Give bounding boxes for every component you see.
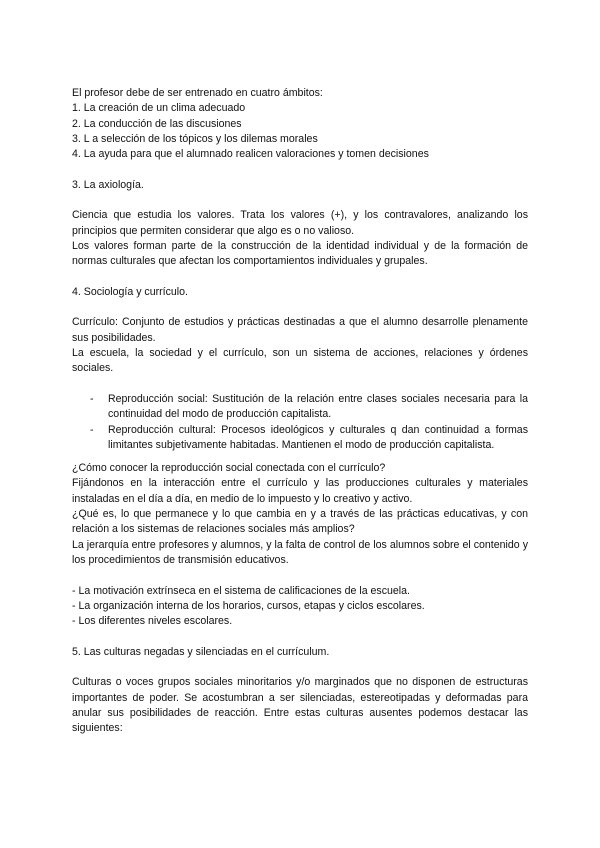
answer-1: Fijándonos en la interacción entre el currículo y las producciones culturales y materiales instaladas en el día a día, en medio de lo impuesto y lo creativo y activo. [72, 477, 528, 505]
axiology-definition: Ciencia que estudia los valores. Trata los valores (+), y los contravalores, analizando los principios que permiten considerar que algo es o no valioso. [72, 209, 528, 237]
list-item [72, 392, 528, 423]
intro-item-2: 2. La conducción de las discusiones [72, 117, 242, 130]
school-system-paragraph: La escuela, la sociedad y el currículo, son un sistema de acciones, relaciones y órdenes sociales. [72, 347, 528, 375]
dash-marker: - [90, 423, 94, 436]
answer-2: La jerarquía entre profesores y alumnos, y la falta de control de los alumnos sobre el contenido y los procedimientos de transmisión educativos. [72, 538, 528, 566]
question-1: ¿Cómo conocer la reproducción social conectada con el currículo? [72, 462, 386, 475]
section-4-title: 4. Sociología y currículo. [72, 285, 188, 298]
curriculum-definition: Currículo: Conjunto de estudios y prácticas destinadas a que el alumno desarrolle plenamente sus posibilidades. [72, 316, 528, 344]
section-3-title: 3. La axiología. [72, 178, 144, 191]
question-2: ¿Qué es, lo que permanece y lo que cambia en y a través de las prácticas educativas, y con relación a los sistemas de relaciones sociales más amplios? [72, 508, 528, 536]
bullet-levels: - Los diferentes niveles escolares. [72, 615, 233, 628]
section-5-title: 5. Las culturas negadas y silenciadas en el currículum. [72, 645, 330, 658]
cultural-reproduction-text: Reproducción cultural: Procesos ideológicos y culturales q dan continuidad a formas limitantes subjetivamente habitadas. Mantienen el modo de producción capitalista. [108, 423, 528, 451]
reproduction-list [72, 392, 528, 453]
dash-marker: - [90, 392, 94, 405]
bullet-organization: - La organización interna de los horarios, cursos, etapas y ciclos escolares. [72, 599, 425, 612]
axiology-values: Los valores forman parte de la construcción de la identidad individual y de la formación de normas culturales que afectan los comportamientos individuales y grupales. [72, 239, 528, 268]
silenced-cultures-paragraph: Culturas o voces grupos sociales minoritarios y/o marginados que no disponen de estructuras importantes de poder. Se acostumbran a ser silenciadas, estereotipadas y deformadas para anular sus posibilidades de reacción. Entre estas culturas ausentes podemos destacar las siguientes: [72, 676, 528, 735]
intro-item-1: 1. La creación de un clima adecuado [72, 102, 246, 115]
social-reproduction-text: Reproducción social: Sustitución de la relación entre clases sociales necesaria para la continuidad del modo de producción capitalista. [108, 392, 528, 421]
intro-item-4: 4. La ayuda para que el alumnado realicen valoraciones y tomen decisiones [72, 148, 429, 161]
intro-heading: El profesor debe de ser entrenado en cuatro ámbitos: [72, 87, 323, 99]
intro-item-3: 3. L a selección de los tópicos y los dilemas morales [72, 132, 318, 145]
bullet-motivation: - La motivación extrínseca en el sistema de calificaciones de la escuela. [72, 584, 410, 597]
list-item [72, 423, 528, 454]
